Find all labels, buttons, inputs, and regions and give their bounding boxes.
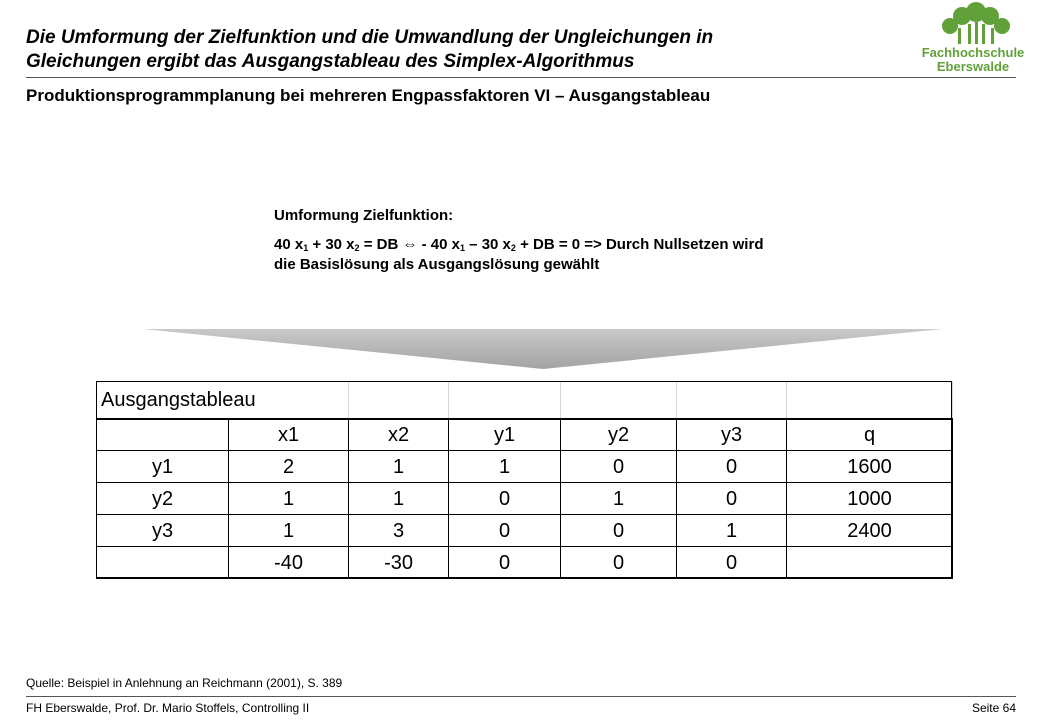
column-header: q [787, 419, 953, 451]
caption-row-empty-cell [787, 382, 953, 419]
slide-title-line-2: Gleichungen ergibt das Ausgangstableau des Simplex-Algorithmus [26, 51, 635, 72]
column-header: x2 [349, 419, 449, 451]
table-cell: 0 [561, 451, 677, 483]
tree-logo-icon [920, 2, 1026, 46]
page-number: Seite 64 [971, 701, 1016, 715]
formula-term-40x: 40 x [274, 236, 304, 253]
objective-transformation-note [274, 206, 774, 275]
table-cell: -30 [349, 547, 449, 579]
footer-divider [26, 696, 1016, 697]
caption-row-empty-cell [677, 382, 787, 419]
table-cell: 1 [229, 515, 349, 547]
row-label: y3 [97, 515, 229, 547]
subscript-2: 2 [354, 243, 360, 253]
table-cell: 2 [229, 451, 349, 483]
tableau-caption-row [97, 382, 953, 419]
table-cell: 1 [449, 451, 561, 483]
caption-row-empty-cell [349, 382, 449, 419]
caption-row-empty-cell [449, 382, 561, 419]
header-corner-cell [97, 419, 229, 451]
table-cell: 1000 [787, 483, 953, 515]
formula-term-db: = DB [359, 236, 403, 253]
table-cell: 0 [561, 547, 677, 579]
tableau-grid [96, 381, 953, 579]
footer-author: FH Eberswalde, Prof. Dr. Mario Stoffels, Controlling II [26, 701, 310, 715]
table-row [97, 451, 953, 483]
formula-term-minus30x: – 30 x [465, 236, 511, 253]
column-header: y2 [561, 419, 677, 451]
row-label: y1 [97, 451, 229, 483]
source-note: Quelle: Beispiel in Anlehnung an Reichmann (2001), S. 389 [26, 676, 343, 690]
table-cell: 0 [449, 515, 561, 547]
column-header: x1 [229, 419, 349, 451]
subscript-2b: 2 [510, 243, 516, 253]
slide-subtitle: Produktionsprogrammplanung bei mehreren Engpassfaktoren VI – Ausgangstableau [26, 86, 711, 105]
equivalence-arrow-icon: ⇔ [402, 236, 418, 253]
table-cell: 1 [349, 451, 449, 483]
funnel-arrow-shape [143, 329, 943, 369]
table-cell: 0 [677, 547, 787, 579]
table-cell: 0 [677, 451, 787, 483]
caption-row-empty-cell [561, 382, 677, 419]
table-cell: 0 [561, 515, 677, 547]
logo-text-line-1: Fachhochschule [921, 45, 1025, 60]
table-cell: 1600 [787, 451, 953, 483]
table-cell: 1 [349, 483, 449, 515]
fh-eberswalde-logo [920, 2, 1026, 76]
table-cell [787, 547, 953, 579]
formula-rest: + DB = 0 => Durch Nullsetzen wird die Basislösung als Ausgangslösung gewählt [274, 236, 764, 273]
table-cell: 0 [677, 483, 787, 515]
table-cell: 0 [449, 483, 561, 515]
table-cell: 1 [677, 515, 787, 547]
formula-term-minus40x: - 40 x [417, 236, 460, 253]
formula-term-30x: + 30 x [308, 236, 355, 253]
row-label [97, 547, 229, 579]
callout-formula [274, 235, 774, 275]
row-label: y2 [97, 483, 229, 515]
table-cell: 1 [229, 483, 349, 515]
table-cell: 1 [561, 483, 677, 515]
subscript-1: 1 [303, 243, 309, 253]
table-cell: -40 [229, 547, 349, 579]
objective-row [97, 547, 953, 579]
simplex-tableau [96, 381, 952, 578]
table-cell: 3 [349, 515, 449, 547]
table-cell: 2400 [787, 515, 953, 547]
slide-title [26, 26, 906, 74]
table-cell: 0 [449, 547, 561, 579]
tableau-header-row [97, 419, 953, 451]
header-divider [26, 77, 1016, 78]
column-header: y3 [677, 419, 787, 451]
slide-title-line-1: Die Umformung der Zielfunktion und die Umwandlung der Ungleichungen in [26, 27, 714, 48]
column-header: y1 [449, 419, 561, 451]
logo-text-line-2: Eberswalde [936, 59, 1010, 74]
subscript-1b: 1 [460, 243, 466, 253]
callout-heading: Umformung Zielfunktion: [274, 207, 454, 224]
table-row [97, 483, 953, 515]
tableau-caption: Ausgangstableau [97, 382, 349, 419]
table-row [97, 515, 953, 547]
